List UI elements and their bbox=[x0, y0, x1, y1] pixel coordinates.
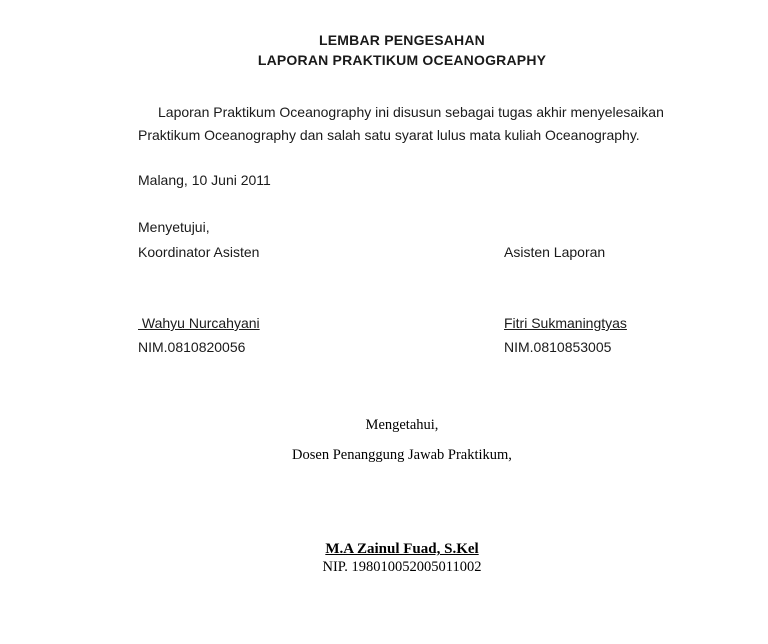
intro-paragraph-line2: Praktikum Oceanography dan salah satu syarat lulus mata kuliah Oceanography. bbox=[138, 127, 640, 143]
right-signer-role: Asisten Laporan bbox=[504, 244, 606, 260]
acknowledgement-name: M.A Zainul Fuad, S.Kel bbox=[325, 541, 479, 557]
intro-paragraph-line1: Laporan Praktikum Oceanography ini disusun sebagai tugas akhir menyelesaikan bbox=[158, 104, 664, 120]
left-signer-role: Koordinator Asisten bbox=[138, 244, 260, 260]
document-title-line2: LAPORAN PRAKTIKUM OCEANOGRAPHY bbox=[257, 52, 547, 68]
right-signer-nim: NIM.0810853005 bbox=[504, 339, 612, 355]
intro-paragraph bbox=[138, 101, 678, 147]
acknowledgement-nip: NIP. 198010052005011002 bbox=[322, 559, 482, 575]
right-signer-name: Fitri Sukmaningtyas bbox=[504, 315, 627, 331]
acknowledgement-role: Dosen Penanggung Jawab Praktikum, bbox=[292, 447, 512, 463]
acknowledgement-name-wrap bbox=[138, 539, 666, 558]
acknowledgement-label: Mengetahui, bbox=[365, 417, 439, 433]
left-signer-name: Wahyu Nurcahyani bbox=[138, 315, 260, 331]
left-signer-name-wrap bbox=[138, 314, 260, 332]
right-signer-name-wrap bbox=[504, 314, 627, 332]
place-date: Malang, 10 Juni 2011 bbox=[138, 172, 271, 188]
left-signer-nim: NIM.0810820056 bbox=[138, 339, 246, 355]
approval-intro: Menyetujui, bbox=[138, 219, 210, 235]
document-title-line1: LEMBAR PENGESAHAN bbox=[319, 32, 485, 48]
